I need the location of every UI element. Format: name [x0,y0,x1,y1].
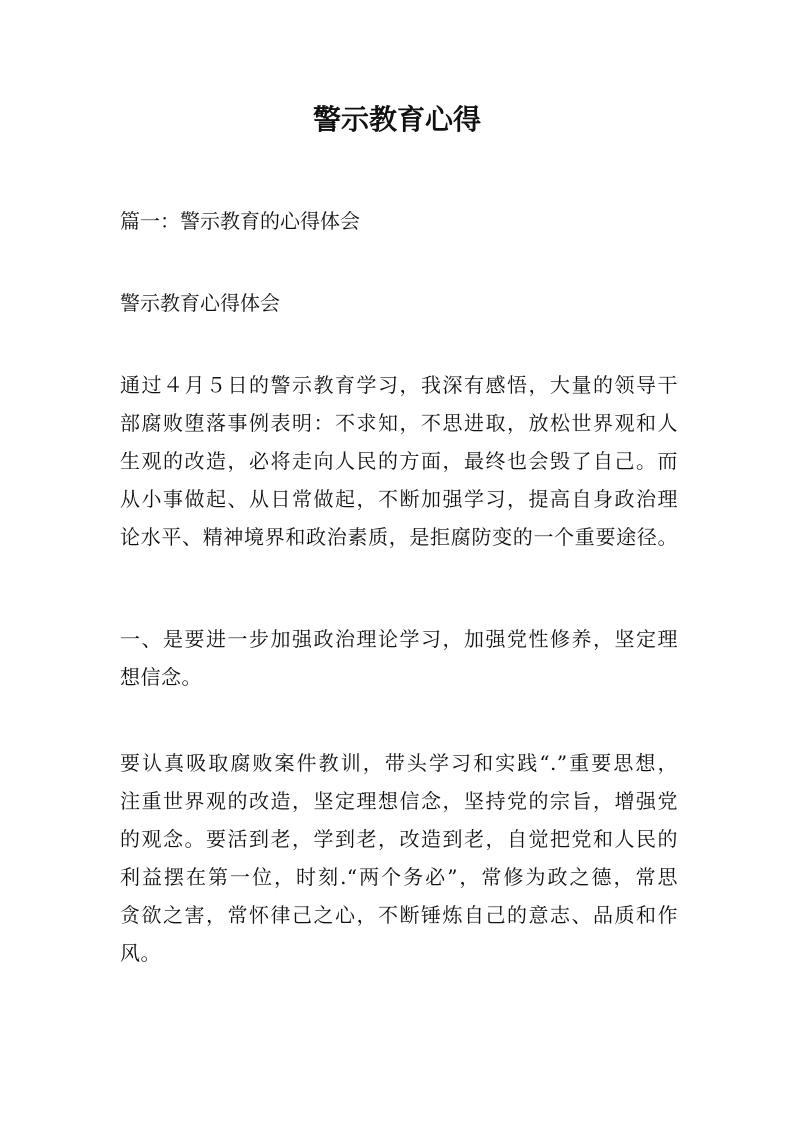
paragraph-line: 贪欲之害，常怀律己之心，不断锤炼自己的意志、品质和作 [120,903,678,927]
paragraph-line: 从小事做起、从日常做起，不断加强学习，提高自身政治理 [120,487,678,511]
paragraph-line: 要认真吸取腐败案件教训，带头学习和实践“.”重要思想， [120,751,678,775]
paragraph-line: 一、是要进一步加强政治理论学习，加强党性修养，坚定理 [120,627,678,651]
document-title: 警示教育心得 [312,103,481,136]
paragraph-line: 风。 [120,941,161,965]
sub-heading: 警示教育心得体会 [120,291,280,315]
paragraph-line: 通过４月５日的警示教育学习，我深有感悟，大量的领导干 [120,373,678,397]
paragraph-point-one [120,620,678,696]
paragraph-line: 的观念。要活到老，学到老，改造到老，自觉把党和人民的 [120,827,678,851]
paragraph-line: 注重世界观的改造，坚定理想信念，坚持党的宗旨，增强党 [120,789,678,813]
paragraph-line: 生观的改造，必将走向人民的方面，最终也会毁了自己。而 [120,449,678,473]
paragraph-line: 利益摆在第一位，时刻.“两个务必”，常修为政之德，常思 [120,865,678,889]
chapter-heading: 篇一：警示教育的心得体会 [120,209,360,233]
paragraph-line: 部腐败堕落事例表明：不求知，不思进取，放松世界观和人 [120,411,678,435]
paragraph-lessons [120,744,678,972]
paragraph-line: 想信念。 [120,665,202,689]
paragraph-line: 论水平、精神境界和政治素质，是拒腐防变的一个重要途径。 [120,525,678,549]
paragraph-intro [120,366,678,556]
